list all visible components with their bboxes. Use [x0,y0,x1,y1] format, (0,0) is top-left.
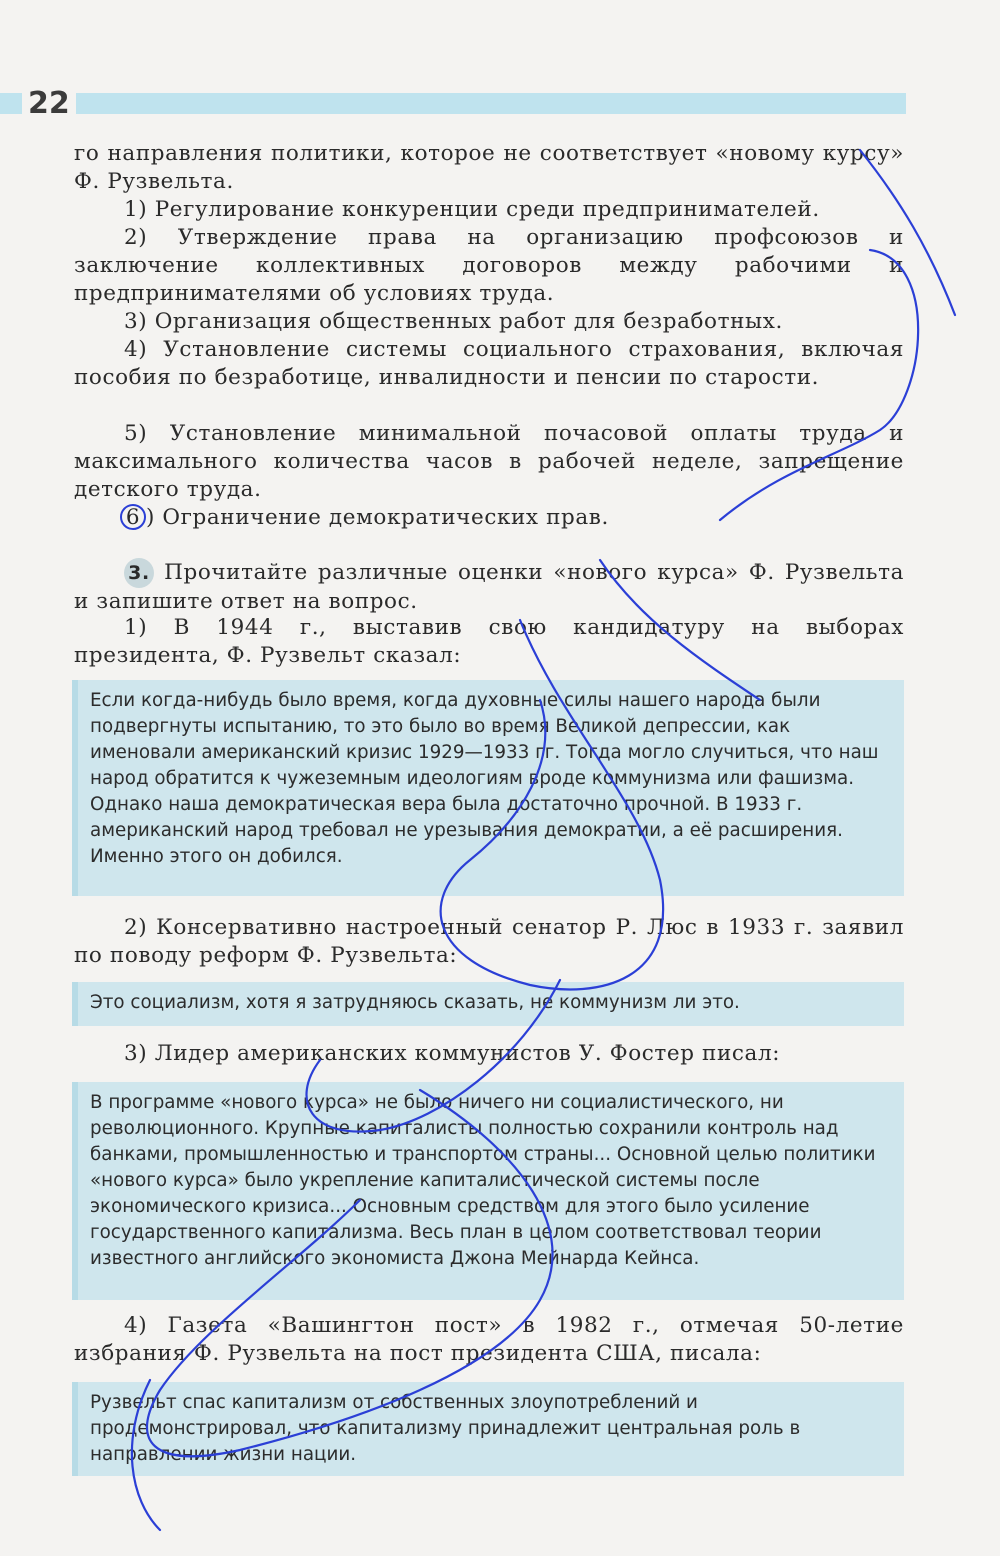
quote-4-box: Рузвельт спас капитализм от собственных злоупотреблений и продемонстрировал, что капитализму принадлежит центральная роль в направлении жизни нации. [72,1382,904,1476]
task-3 [74,558,904,616]
list-item-2: 2) Утверждение права на организацию профсоюзов и заключение коллективных договоров между рабочими и предпринимателями об условиях труда. [74,225,904,306]
list-item-3: 3) Организация общественных работ для безработных. [124,309,783,334]
quote-3-box: В программе «нового курса» не было ничего ни социалистического, ни революционного. Крупные капиталисты полностью сохранили контроль над банками, промышленностью и транспортом страны... Основной целью политики «нового курса» было укрепление капиталистической системы после экономического кризиса... Основным средством для этого было усиление государственного капитализма. Весь план в целом соответствовал теории известного английского экономиста Джона Мейнарда Кейнса. [72,1082,904,1300]
list-item-1: 1) Регулирование конкуренции среди предпринимателей. [124,197,820,222]
list-item-6 [74,504,904,532]
quote-1-intro: 1) В 1944 г., выставив свою кандидатуру на выборах президента, Ф. Рузвельт сказал: [74,615,904,668]
quote-4-intro: 4) Газета «Вашингтон пост» в 1982 г., отмечая 50-летие избрания Ф. Рузвельта на пост президента США, писала: [74,1313,904,1366]
task-number: 3. [124,558,154,588]
list-item-4: 4) Установление системы социального страхования, включая пособия по безработице, инвалидности и пенсии по старости. [74,337,904,390]
continuation-text: го направления политики, которое не соответствует «новому курсу» Ф. Рузвельта. [74,141,904,194]
list-item-5: 5) Установление минимальной почасовой оплаты труда и максимального количества часов в рабочей неделе, запрещение детского труда. [74,421,904,502]
page-number: 22 [28,86,70,121]
quote-2-box: Это социализм, хотя я затрудняюсь сказать, не коммунизм ли это. [72,982,904,1026]
quote-2-intro: 2) Консервативно настроенный сенатор Р. Люс в 1933 г. заявил по поводу реформ Ф. Рузвельта: [74,915,904,968]
quote-1-box: Если когда-нибудь было время, когда духовные силы нашего народа были подвергнуты испытанию, то это было во время Великой депрессии, как именовали американский кризис 1929—1933 гг. Тогда могло случиться, что наш народ обратится к чужеземным идеологиям вроде коммунизма или фашизма. Однако наша демократическая вера была достаточно прочной. В 1933 г. американский народ требовал не урезывания демократии, а её расширения. Именно этого он добился. [72,680,904,896]
header-bar [76,93,906,114]
circled-number-6: 6 [120,504,146,530]
quote-3-intro: 3) Лидер американских коммунистов У. Фостер писал: [124,1041,781,1066]
header-bar-left [0,93,22,114]
list-item-6-text: ) Ограничение демократических прав. [146,505,609,530]
task-3-text: Прочитайте различные оценки «нового курса» Ф. Рузвельта и запишите ответ на вопрос. [74,560,904,614]
